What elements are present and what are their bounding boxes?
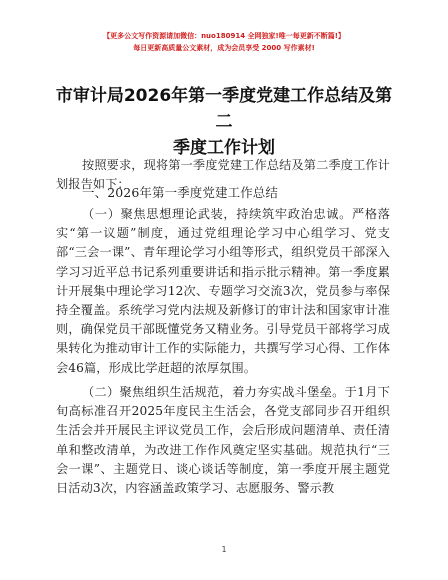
page-number: 1 [221, 545, 227, 554]
intro-paragraph: 按照要求，现将第一季度党建工作总结及第二季度工作计划报告如下： [56, 158, 390, 192]
paragraph-theory-study: （一）聚焦思想理论武装，持续筑牢政治忠诚。严格落实“第一议题”制度，通过党组理论学习中心组学习、党支部“三会一课”、青年理论学习小组等形式，组织党员干部深入学习习近平总书记系列重要讲话和指示批示精神。第一季度累计开展集中理论学习12次、专题学习交流3次，党员参与率保持全覆盖。系统学习党内法规及新修订的审计法和国家审计准则，确保党员干部既懂党务又精业务。引导党员干部将学习成果转化为推动审计工作的实际能力，共撰写学习心得、工作体会46篇，形成比学赶超的浓厚氛围。 [56, 207, 390, 375]
promo-banner-line-1: 【更多公文写作资源请加微信：nuo180914 全网独家!唯一每更新不断篇!】 [103, 32, 345, 40]
promo-banner-line-2: 每日更新高质量公文素材，成为会员享受 2000 写作素材! [133, 44, 315, 52]
title-line-2: 季度工作计划 [173, 138, 275, 158]
paragraph-organization-life: （二）聚焦组织生活规范，着力夯实战斗堡垒。于1月下旬高标准召开2025年度民主生活会，各党支部同步召开组织生活会并开展民主评议党员工作，会后形成问题清单、责任清单和整改清单，为改进工作作风奠定坚实基础。规范执行“三会一课”、主题党日、谈心谈话等制度，第一季度开展主题党日活动3次，内容涵盖政策学习、志愿服务、警示教 [56, 385, 390, 496]
title-line-1: 市审计局2026年第一季度党建工作总结及第二 [55, 86, 393, 132]
section-heading: 一、2026年第一季度党建工作总结 [82, 185, 279, 200]
document-title [50, 83, 398, 161]
